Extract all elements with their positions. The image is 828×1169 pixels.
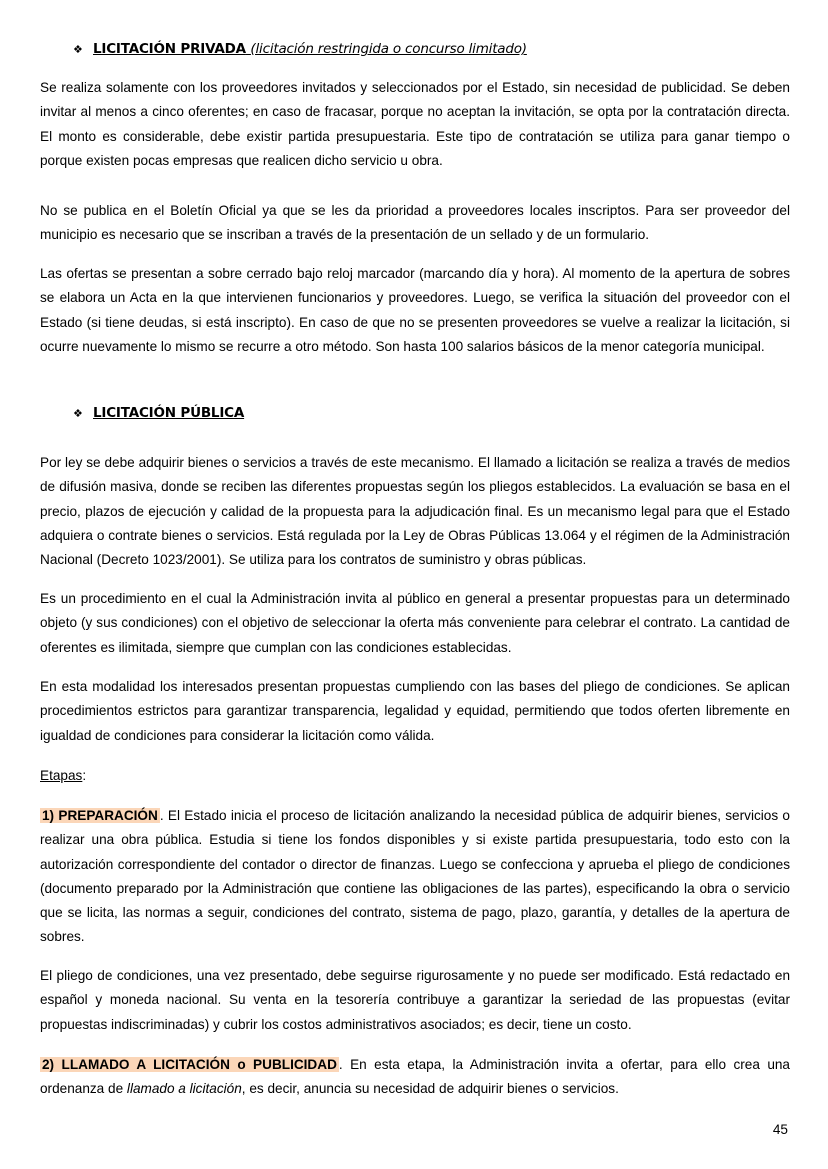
diamond-bullet-icon: ❖ bbox=[73, 43, 83, 56]
section-heading-privada bbox=[73, 41, 527, 57]
paragraph: Las ofertas se presentan a sobre cerrado bajo reloj marcador (marcando día y hora). Al momento de la apertura de sobres se elabora un Acta en la que intervienen funcionarios y proveedores. Luego, se verifica la situación del proveedor con el Estado (si tiene deudas, si está inscripto). En caso de que no se presenten proveedores se vuelve a realizar la licitación, si ocurre nuevamente lo mismo se recurre a otro método. Son hasta 100 salarios básicos de la menor categoría municipal. bbox=[40, 266, 790, 354]
page-number: 45 bbox=[772, 1122, 788, 1137]
paragraph: Es un procedimiento en el cual la Administración invita al público en general a presentar propuestas para un determinado objeto (y sus condiciones) con el objetivo de seleccionar la oferta más conveniente para celebrar el contrato. La cantidad de oferentes es ilimitada, siempre que cumplan con las condiciones establecidas. bbox=[40, 591, 790, 655]
step-2-label: 2) LLAMADO A LICITACIÓN o PUBLICIDAD bbox=[42, 1057, 337, 1072]
step-1-text: . El Estado inicia el proceso de licitación analizando la necesidad pública de adquirir bienes, servicios o realizar una obra pública. Estudia si tiene los fondos disponibles y si existe partida presupuestaria, todo esto con la autorización correspondiente del contador o director de finanzas. Luego se confecciona y aprueba el pliego de condiciones (documento preparado por la Administración que contiene las obligaciones de las partes), especificando la obra o servicio que se licita, las normas a seguir, condiciones del contrato, sistema de pago, plazo, garantía, y detalles de la apertura de sobres. bbox=[40, 808, 790, 945]
diamond-bullet-icon: ❖ bbox=[73, 407, 83, 420]
section-heading-publica bbox=[73, 405, 244, 421]
paragraph: No se publica en el Boletín Oficial ya que se les da prioridad a proveedores locales inscriptos. Para ser proveedor del municipio es necesario que se inscriban a través de la presentación de un sellado y de un formulario. bbox=[40, 203, 790, 243]
paragraph: Por ley se debe adquirir bienes o servicios a través de este mecanismo. El llamado a licitación se realiza a través de medios de difusión masiva, donde se reciben las diferentes propuestas según los pliegos establecidos. La evaluación se basa en el precio, plazos de ejecución y calidad de la propuesta para la adjudicación final. Es un mecanismo legal para que el Estado adquiera o contrate bienes o servicios. Está regulada por la Ley de Obras Públicas 13.064 y el régimen de la Administración Nacional (Decreto 1023/2001). Se utiliza para los contratos de suministro y obras públicas. bbox=[40, 455, 790, 568]
paragraph: Se realiza solamente con los proveedores invitados y seleccionados por el Estado, sin necesidad de publicidad. Se deben invitar al menos a cinco oferentes; en caso de fracasar, porque no aceptan la invitación, se opta por la contratación directa. El monto es considerable, debe existir partida presupuestaria. Este tipo de contratación se utiliza para ganar tiempo o porque existen pocas empresas que realicen dicho servicio u obra. bbox=[40, 80, 790, 168]
heading-subtitle: (licitación restringida o concurso limitado) bbox=[250, 41, 527, 57]
paragraph: El pliego de condiciones, una vez presentado, debe seguirse rigurosamente y no puede ser modificado. Está redactado en español y moneda nacional. Su venta en la tesorería contribuye a garantizar la seriedad de las propuestas (evitar propuestas indiscriminadas) y cubrir los costos administrativos asociados; es decir, tiene un costo. bbox=[40, 968, 790, 1032]
heading-main: LICITACIÓN PRIVADA bbox=[93, 41, 246, 57]
etapas-label-text: Etapas bbox=[40, 768, 83, 783]
step-2-text: . En esta etapa, la Administración invita a ofertar, para ello crea una ordenanza de bbox=[40, 1057, 790, 1097]
paragraph: En esta modalidad los interesados presentan propuestas cumpliendo con las bases del pliego de condiciones. Se aplican procedimientos estrictos para garantizar transparencia, legalidad y equidad, permitiendo que todos oferten libremente en igualdad de condiciones para considerar la licitación como válida. bbox=[40, 679, 790, 743]
step-2-paragraph bbox=[40, 1053, 790, 1102]
step-2-text-end: , es decir, anuncia su necesidad de adquirir bienes o servicios. bbox=[241, 1081, 619, 1097]
step-1-paragraph bbox=[40, 804, 790, 950]
etapas-label bbox=[40, 764, 790, 788]
step-1-label: 1) PREPARACIÓN bbox=[42, 808, 158, 823]
step-2-italic-term: llamado a licitación bbox=[126, 1081, 242, 1097]
etapas-colon: : bbox=[82, 768, 87, 783]
heading-main: LICITACIÓN PÚBLICA bbox=[93, 405, 245, 421]
